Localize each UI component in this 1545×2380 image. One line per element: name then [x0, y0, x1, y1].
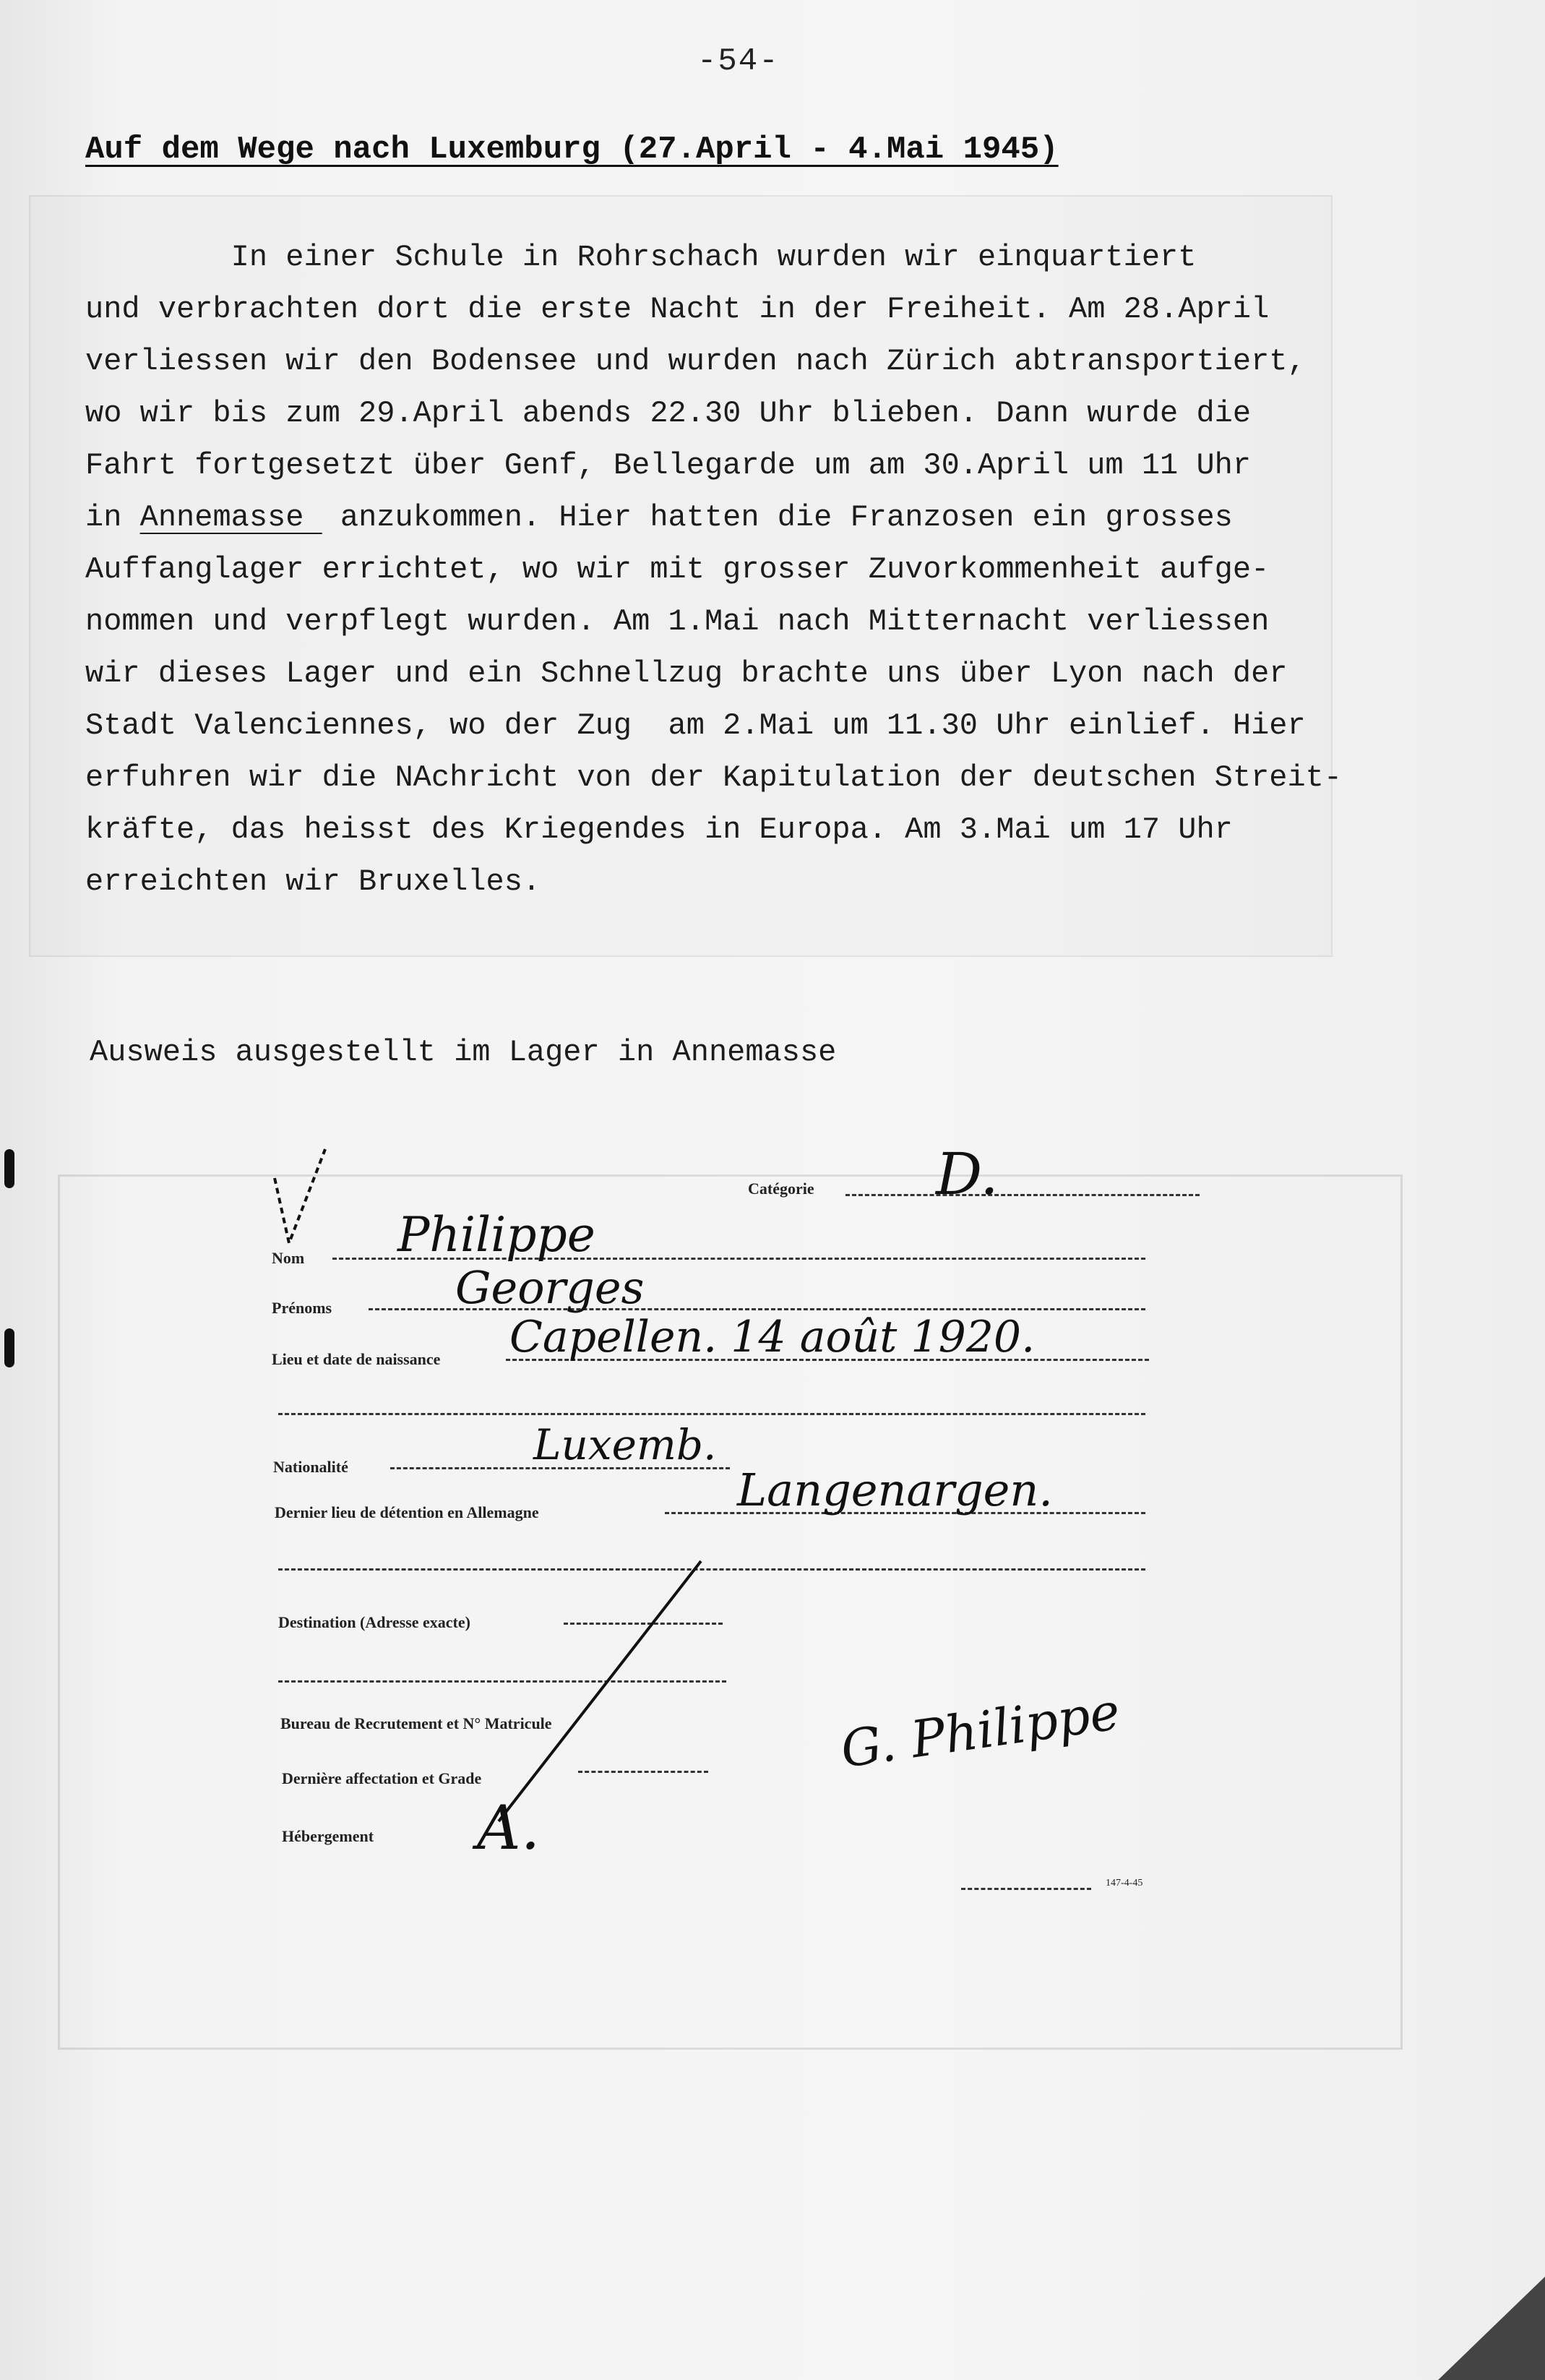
handwritten-categorie: D.: [936, 1140, 999, 1208]
text-line: Stadt Valenciennes, wo der Zug am 2.Mai um 11.30 Uhr einlief. Hier: [85, 708, 1306, 743]
text-line: nommen und verpflegt wurden. Am 1.Mai nach Mitternacht verliessen: [85, 604, 1270, 639]
form-code: 147-4-45: [1106, 1878, 1143, 1889]
signature: G. Philippe: [837, 1681, 1124, 1779]
label-affectation: Dernière affectation et Grade: [282, 1769, 482, 1787]
handwritten-naissance: Capellen. 14 août 1920.: [509, 1312, 1036, 1362]
label-hebergement: Hébergement: [282, 1827, 374, 1845]
line-blank: [278, 1568, 1145, 1571]
text-line: erreichten wir Bruxelles.: [85, 864, 541, 899]
handwritten-prenoms: Georges: [455, 1261, 645, 1314]
label-destination: Destination (Adresse exacte): [278, 1613, 470, 1631]
text-line: verliessen wir den Bodensee und wurden nach Zürich abtransportiert,: [85, 344, 1306, 379]
card-frame: [58, 1174, 1403, 2050]
handwritten-hebergement: A.: [477, 1792, 541, 1863]
label-nationalite: Nationalité: [273, 1458, 348, 1476]
text-line: wir dieses Lager und ein Schnellzug brachte uns über Lyon nach der: [85, 656, 1288, 691]
label-categorie: Catégorie: [748, 1180, 814, 1198]
label-lieu-naissance: Lieu et date de naissance: [272, 1350, 441, 1368]
underlined-place-name: Annemasse: [139, 500, 322, 535]
card-caption: Ausweis ausgestellt im Lager in Annemasse: [90, 1035, 837, 1070]
page-number: -54-: [697, 43, 780, 80]
text-line: erfuhren wir die NAchricht von der Kapitulation der deutschen Streit-: [85, 760, 1343, 795]
line-signature: [961, 1888, 1091, 1890]
label-nom: Nom: [272, 1249, 305, 1267]
handwritten-nom: Philippe: [397, 1207, 595, 1263]
label-bureau: Bureau de Recrutement et N° Matricule: [280, 1714, 552, 1732]
page-fold-shadow: [1438, 2277, 1545, 2380]
strike-through-line: [491, 1554, 708, 1829]
text-line: kräfte, das heisst des Kriegendes in Europa. Am 3.Mai um 17 Uhr: [85, 812, 1233, 847]
handwritten-detention: Langenargen.: [737, 1464, 1053, 1516]
text-line: Fahrt fortgesetzt über Genf, Bellegarde um am 30.April um 11 Uhr: [85, 448, 1252, 483]
text-line: In einer Schule in Rohrschach wurden wir einquartiert: [85, 240, 1197, 275]
section-heading: Auf dem Wege nach Luxemburg (27.April - 4.Mai 1945): [85, 132, 1059, 168]
text-line: Auffanglager errichtet, wo wir mit grosser Zuvorkommenheit aufge-: [85, 552, 1270, 587]
text-line: wo wir bis zum 29.April abends 22.30 Uhr blieben. Dann wurde die: [85, 396, 1252, 431]
line-blank: [278, 1413, 1145, 1415]
text-line: und verbrachten dort die erste Nacht in der Freiheit. Am 28.April: [85, 292, 1270, 327]
text-line: in Annemasse anzukommen. Hier hatten die Franzosen ein grosses: [85, 500, 1233, 535]
line-categorie: [845, 1194, 1200, 1196]
handwritten-nationalite: Luxemb.: [533, 1420, 717, 1469]
label-prenoms: Prénoms: [272, 1299, 332, 1317]
label-dernier-lieu: Dernier lieu de détention en Allemagne: [275, 1503, 539, 1521]
